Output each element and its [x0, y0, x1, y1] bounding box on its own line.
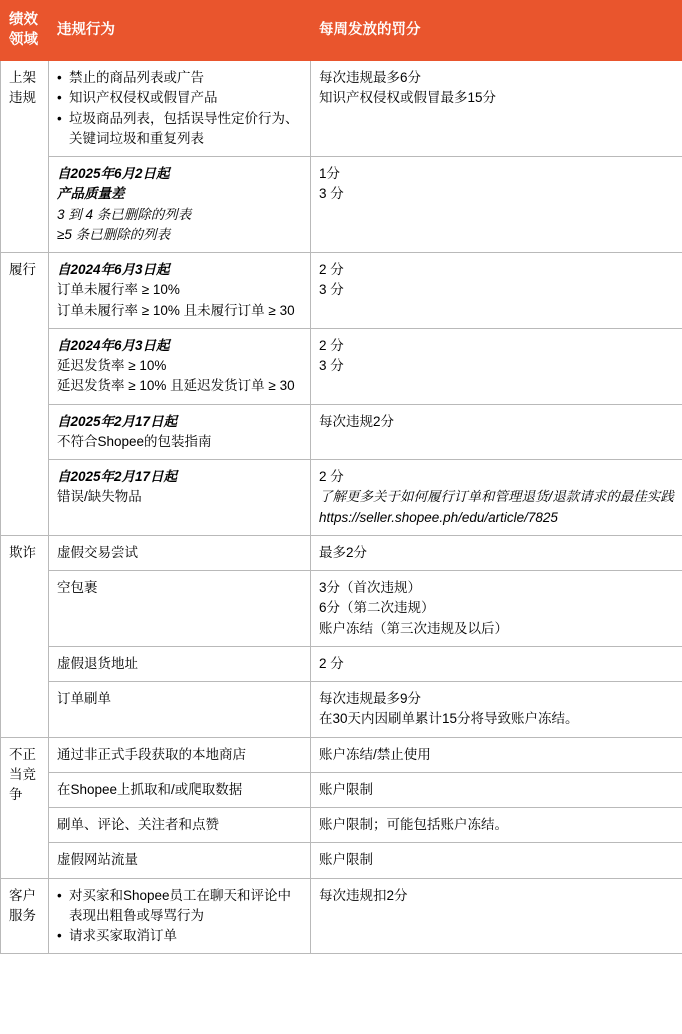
table-row [1, 878, 682, 954]
violation-line: 自2025年2月17日起 [57, 469, 178, 485]
table-row [1, 61, 682, 157]
violation-line: 在Shopee上抓取和/或爬取数据 [57, 781, 243, 797]
table-header-row [1, 1, 682, 61]
violation-line: 订单未履行率 ≥ 10% [57, 282, 180, 298]
table-row [1, 253, 682, 329]
penalty-line: 了解更多关于如何履行订单和管理退货/退款请求的最佳实践 https://seller.shopee.ph/edu/article/7825 [319, 489, 674, 525]
penalty-points-cell [311, 253, 682, 329]
violation-line: 空包裹 [57, 580, 98, 596]
penalty-line: 3分（首次违规） [319, 580, 422, 596]
violation-line: • 对买家和Shopee员工在聊天和评论中表现出粗鲁或辱骂行为 [57, 886, 302, 927]
table-row [1, 843, 682, 878]
penalty-line: 每次违规2分 [319, 413, 395, 429]
penalty-line: 6分（第二次违规） [319, 600, 435, 616]
table-body [1, 61, 682, 954]
violation-cell [49, 253, 311, 329]
table-row [1, 328, 682, 404]
performance-area-cell: 上架违规 [1, 61, 49, 253]
violation-line: 虚假网站流量 [57, 852, 138, 868]
violation-line: 虚假交易尝试 [57, 544, 138, 560]
penalty-line: 每次违规扣2分 [319, 887, 408, 903]
table-row [1, 571, 682, 647]
violation-line: 自2024年6月3日起 [57, 337, 170, 353]
table-row [1, 682, 682, 738]
violation-line: 虚假退货地址 [57, 655, 138, 671]
table-row [1, 737, 682, 772]
violation-line: ≥5 条已删除的列表 [57, 226, 171, 242]
performance-area-cell: 欺诈 [1, 535, 49, 737]
violation-line: 不符合Shopee的包装指南 [57, 433, 212, 449]
violation-cell [49, 61, 311, 157]
violation-line: 自2025年2月17日起 [57, 413, 178, 429]
performance-area-cell: 履行 [1, 253, 49, 536]
table-row [1, 646, 682, 681]
violation-line: • 禁止的商品列表或广告 [57, 68, 302, 88]
penalty-line: 2 分 [319, 262, 344, 278]
table-row [1, 772, 682, 807]
violation-cell [49, 772, 311, 807]
penalty-points-cell [311, 328, 682, 404]
violation-line: 通过非正式手段获取的本地商店 [57, 746, 246, 762]
performance-area-cell: 客户服务 [1, 878, 49, 954]
penalty-line: 1分 [319, 166, 341, 182]
violation-line: • 知识产权侵权或假冒产品 [57, 88, 302, 108]
penalty-line: 账户冻结（第三次违规及以后） [319, 620, 508, 636]
penalty-points-cell [311, 157, 682, 253]
violation-cell [49, 571, 311, 647]
violation-cell [49, 682, 311, 738]
penalty-points-cell [311, 772, 682, 807]
penalty-points-cell [311, 737, 682, 772]
violation-cell [49, 157, 311, 253]
violation-line: • 垃圾商品列表，包括误导性定价行为、关键词垃圾和重复列表 [57, 109, 302, 150]
violation-cell [49, 535, 311, 570]
penalty-points-cell [311, 61, 682, 157]
table-row [1, 535, 682, 570]
penalty-points-cell [311, 843, 682, 878]
violation-line: 3 到 4 条已删除的列表 [57, 206, 192, 222]
violation-line: 错误/缺失物品 [57, 489, 142, 505]
penalty-line: 2 分 [319, 469, 344, 485]
table-row [1, 808, 682, 843]
penalty-line: 知识产权侵权或假冒最多15分 [319, 90, 497, 106]
penalty-points-cell [311, 878, 682, 954]
violation-line: 产品质量差 [57, 186, 125, 202]
penalty-line: 3 分 [319, 282, 344, 298]
penalty-line: 账户限制 [319, 781, 373, 797]
table-row [1, 404, 682, 460]
header-violation: 违规行为 [49, 1, 311, 61]
violation-line: 订单刷单 [57, 691, 111, 707]
penalty-points-cell [311, 535, 682, 570]
penalty-line: 3 分 [319, 358, 344, 374]
penalty-points-cell [311, 682, 682, 738]
penalty-points-cell [311, 808, 682, 843]
penalty-points-cell [311, 571, 682, 647]
header-performance-area: 绩效领域 [1, 1, 49, 61]
violation-line: 自2024年6月3日起 [57, 262, 170, 278]
penalty-line: 账户冻结/禁止使用 [319, 746, 431, 762]
violation-cell [49, 460, 311, 536]
violation-line: • 请求买家取消订单 [57, 926, 302, 946]
penalty-line: 2 分 [319, 655, 344, 671]
penalty-line: 账户限制 [319, 852, 373, 868]
penalty-line: 3 分 [319, 186, 344, 202]
violation-cell [49, 328, 311, 404]
performance-area-cell: 不正当竞争 [1, 737, 49, 878]
penalty-line: 2 分 [319, 337, 344, 353]
violation-line: 延迟发货率 ≥ 10% [57, 358, 167, 374]
violation-line: 延迟发货率 ≥ 10% 且延迟发货订单 ≥ 30 [57, 378, 295, 394]
violation-cell [49, 808, 311, 843]
penalty-points-cell [311, 460, 682, 536]
penalty-points-cell [311, 646, 682, 681]
violation-cell [49, 646, 311, 681]
table-row [1, 157, 682, 253]
violation-cell [49, 878, 311, 954]
violation-line: 自2025年6月2日起 [57, 166, 170, 182]
violation-cell [49, 843, 311, 878]
violation-line: 订单未履行率 ≥ 10% 且未履行订单 ≥ 30 [57, 302, 295, 318]
penalty-line: 最多2分 [319, 544, 368, 560]
penalty-points-cell [311, 404, 682, 460]
penalty-line: 每次违规最多9分 [319, 691, 422, 707]
penalty-line: 每次违规最多6分 [319, 70, 422, 86]
header-points: 每周发放的罚分 [311, 1, 682, 61]
penalty-line: 在30天内因刷单累计15分将导致账户冻结。 [319, 711, 579, 727]
violation-cell [49, 404, 311, 460]
table-row [1, 460, 682, 536]
penalty-line: 账户限制；可能包括账户冻结。 [319, 817, 508, 833]
violation-cell [49, 737, 311, 772]
violation-line: 刷单、评论、关注者和点赞 [57, 817, 219, 833]
